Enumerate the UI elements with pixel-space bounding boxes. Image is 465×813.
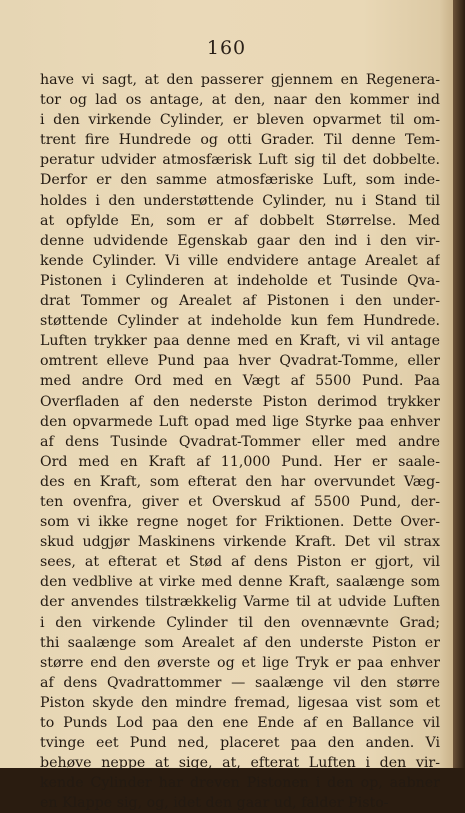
text-line: Derfor er den samme atmosfæriske Luft, som inde- (40, 172, 440, 189)
text-line: Overfladen af den nederste Piston derimod trykker (40, 393, 440, 410)
text-line: thi saalænge som Arealet af den underste Piston er (40, 634, 440, 651)
text-line: at opfylde En, som er af dobbelt Størrelse. Med (40, 212, 440, 229)
text-line: have vi sagt, at den passerer gjennem en Regenera- (40, 72, 440, 88)
text-line: holdes i den understøttende Cylinder, nu i Stand til (40, 192, 440, 209)
text-line: af dens Tusinde Qvadrat-Tommer eller med andre (40, 433, 440, 450)
text-line: sees, at efterat et Stød af dens Piston er gjort, vil (40, 554, 440, 571)
text-line: en Klappe sig, og, idet den gaar ud, falder Pisto- (40, 795, 389, 812)
text-line: tor og lad os antage, at den, naar den kommer ind (40, 92, 440, 109)
text-line: drat Tommer og Arealet af Pistonen i den under- (40, 293, 440, 310)
text-line: denne udvidende Egenskab gaar den ind i den vir- (40, 232, 440, 249)
text-line: den vedblive at virke med denne Kraft, saalænge som (40, 574, 440, 591)
text-line: peratur udvider atmosfærisk Luft sig til det dobbelte. (40, 152, 440, 169)
text-line: to Punds Lod paa den ene Ende af en Ballance vil (40, 715, 440, 731)
text-line: som vi ikke regne noget for Friktionen. Dette Over- (40, 514, 440, 531)
text-line: der anvendes tilstrækkelig Varme til at udvide Luften (40, 594, 440, 611)
text-line: større end den øverste og et lige Tryk er paa enhver (40, 654, 440, 671)
text-line: skud udgjør Maskinens virkende Kraft. Det vil strax (40, 534, 440, 551)
text-line: tvinge eet Pund ned, placeret paa den anden. Vi (40, 735, 440, 752)
text-line: Pistonen i Cylinderen at indeholde et Tusinde Qva- (40, 272, 440, 289)
text-line: trent fire Hundrede og otti Grader. Til denne Tem- (40, 132, 440, 149)
page-number: 160 (206, 37, 247, 59)
text-line: med andre Ord med en Vægt af 5500 Pund. Paa (40, 373, 440, 390)
text-line: behøve neppe at sige, at, efterat Luften i den vir- (40, 755, 440, 772)
book-gutter (453, 0, 465, 768)
text-line: af dens Qvadrattommer — saalænge vil den større (40, 674, 440, 691)
text-line: Ord med en Kraft af 11,000 Pund. Her er saale- (40, 453, 440, 470)
text-line: des en Kraft, som efterat den har overvundet Væg- (40, 473, 440, 490)
text-line: i den virkende Cylinder, er bleven opvarmet til om- (40, 112, 440, 129)
text-line: kende Cylinder har dreven Pistonen i den op, aabner (40, 775, 440, 792)
text-line: Piston skyde den mindre fremad, ligesaa vist som et (40, 694, 440, 711)
text-line: kende Cylinder. Vi ville endvidere antage Arealet af (40, 252, 440, 269)
body-text (40, 70, 440, 813)
text-line: ten ovenfra, giver et Overskud af 5500 Pund, der- (40, 493, 440, 510)
text-line: den opvarmede Luft opad med lige Styrke paa enhver (40, 413, 440, 430)
text-line: i den virkende Cylinder til den ovennævnte Grad; (40, 614, 440, 631)
text-line: støttende Cylinder at indeholde kun fem Hundrede. (40, 313, 440, 330)
text-line: Luften trykker paa denne med en Kraft, vi vil antage (40, 333, 440, 350)
text-line: omtrent elleve Pund paa hver Qvadrat-Tomme, eller (40, 353, 440, 370)
